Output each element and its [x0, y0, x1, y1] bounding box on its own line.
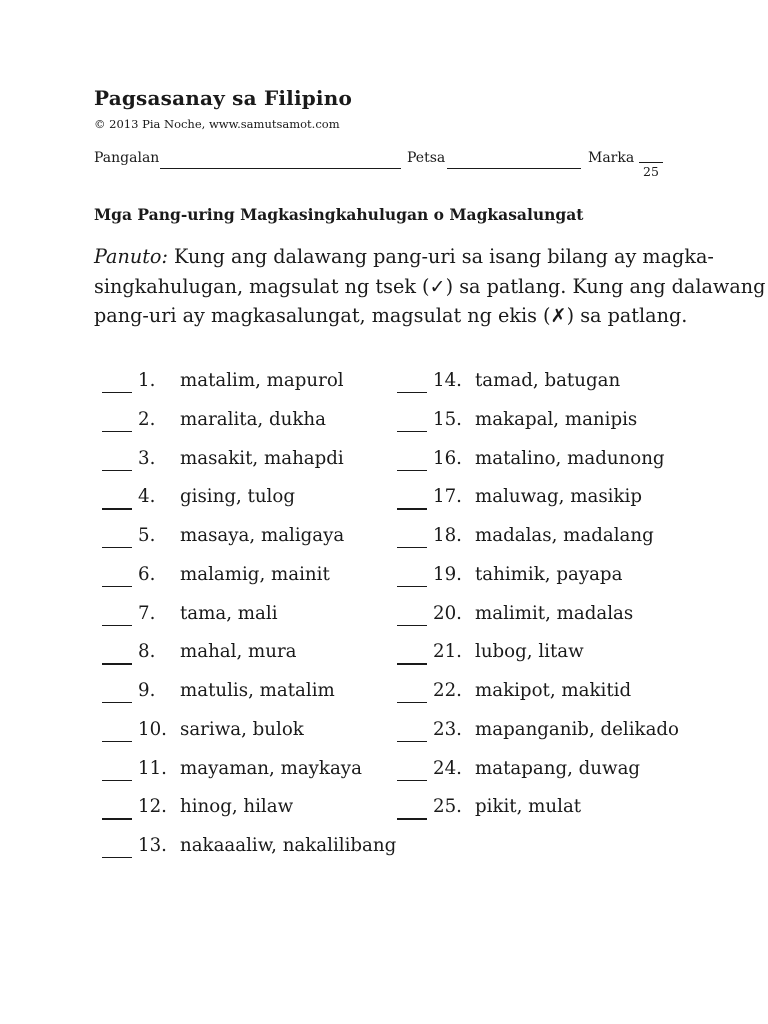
section-heading: Mga Pang-uring Magkasingkahulugan o Magkasalungat [94, 205, 584, 224]
item-words: tamad, batugan [475, 370, 621, 391]
item-words: tahimik, payapa [475, 563, 623, 585]
answer-blank[interactable] [397, 818, 427, 819]
answer-blank[interactable] [102, 392, 132, 393]
item-words: makapal, manipis [475, 408, 638, 430]
item-number: 2. [138, 408, 156, 430]
item-number: 15. [433, 408, 462, 430]
answer-blank[interactable] [102, 663, 132, 664]
item-number: 14. [433, 370, 462, 391]
answer-blank[interactable] [397, 586, 427, 587]
item-words: matulis, matalim [180, 680, 335, 701]
item-number: 9. [138, 680, 156, 701]
instructions-text-1: Kung ang dalawang pang-uri sa isang bilang ay magka- [174, 245, 714, 268]
copyright-notice: © 2013 Pia Noche, www.samutsamot.com [94, 117, 340, 131]
item-words: malimit, madalas [475, 602, 634, 624]
item-number: 4. [138, 486, 156, 508]
item-number: 6. [138, 563, 156, 585]
answer-blank[interactable] [102, 470, 132, 471]
item-words: makipot, makitid [475, 680, 632, 701]
item-number: 8. [138, 641, 156, 663]
date-label: Petsa [407, 150, 446, 166]
item-number: 1. [138, 370, 156, 391]
item-number: 18. [433, 525, 462, 546]
answer-blank[interactable] [397, 508, 427, 509]
answer-blank[interactable] [397, 780, 427, 781]
answer-blank[interactable] [397, 431, 427, 432]
item-number: 12. [138, 796, 167, 818]
item-words: matalino, madunong [475, 447, 665, 469]
answer-blank[interactable] [397, 741, 427, 742]
instructions-line-3: pang-uri ay magkasalungat, magsulat ng ekis (✗) sa patlang. [94, 304, 688, 327]
answer-blank[interactable] [397, 547, 427, 548]
score-total: 25 [643, 164, 659, 179]
answer-blank[interactable] [102, 431, 132, 432]
item-words: matapang, duwag [475, 757, 641, 779]
item-number: 21. [433, 641, 462, 663]
instructions-line-2: singkahulugan, magsulat ng tsek (✓) sa patlang. Kung ang dalawang [94, 274, 766, 298]
item-number: 7. [138, 602, 156, 624]
answer-blank[interactable] [102, 508, 132, 509]
answer-blank[interactable] [102, 780, 132, 781]
answer-blank[interactable] [102, 818, 132, 819]
answer-blank[interactable] [102, 547, 132, 548]
answer-blank[interactable] [397, 470, 427, 471]
item-number: 10. [138, 718, 167, 740]
item-words: lubog, litaw [475, 641, 584, 663]
item-words: masakit, mahapdi [180, 447, 344, 469]
item-words: maluwag, masikip [475, 486, 642, 508]
answer-blank[interactable] [397, 702, 427, 703]
item-words: malamig, mainit [180, 563, 330, 585]
item-words: masaya, maligaya [180, 525, 345, 546]
worksheet-title: Pagsasanay sa Filipino [94, 86, 353, 110]
item-number: 20. [433, 602, 462, 624]
item-number: 25. [433, 796, 462, 818]
item-words: pikit, mulat [475, 796, 582, 818]
item-words: maralita, dukha [180, 408, 326, 430]
answer-blank[interactable] [102, 857, 132, 858]
item-words: nakaaaliw, nakalilibang [180, 835, 397, 856]
item-words: gising, tulog [180, 486, 295, 508]
item-number: 23. [433, 718, 462, 740]
instructions-line-1 [94, 242, 714, 272]
item-words: mayaman, maykaya [180, 757, 362, 779]
instructions [94, 242, 766, 331]
instructions-label: Panuto: [94, 245, 168, 268]
item-number: 17. [433, 486, 462, 508]
score-fraction-bar[interactable] [639, 162, 663, 163]
item-number: 22. [433, 680, 462, 701]
answer-blank[interactable] [102, 586, 132, 587]
answer-blank[interactable] [397, 663, 427, 664]
item-number: 13. [138, 835, 167, 856]
answer-blank[interactable] [102, 625, 132, 626]
date-blank-line[interactable] [447, 168, 581, 169]
item-number: 11. [138, 757, 167, 779]
answer-blank[interactable] [397, 625, 427, 626]
item-number: 19. [433, 563, 462, 585]
item-words: sariwa, bulok [180, 718, 304, 740]
score-label: Marka [588, 150, 635, 166]
item-words: mahal, mura [180, 641, 297, 663]
item-words: madalas, madalang [475, 525, 654, 546]
item-number: 16. [433, 447, 462, 469]
answer-blank[interactable] [102, 741, 132, 742]
item-number: 24. [433, 757, 462, 779]
answer-blank[interactable] [102, 702, 132, 703]
item-words: tama, mali [180, 602, 278, 624]
name-blank-line[interactable] [160, 168, 401, 169]
item-words: hinog, hilaw [180, 796, 294, 818]
answer-blank[interactable] [397, 392, 427, 393]
name-label: Pangalan [94, 150, 160, 166]
item-number: 5. [138, 525, 156, 546]
item-words: matalim, mapurol [180, 370, 344, 391]
item-words: mapanganib, delikado [475, 718, 680, 740]
item-number: 3. [138, 447, 156, 469]
